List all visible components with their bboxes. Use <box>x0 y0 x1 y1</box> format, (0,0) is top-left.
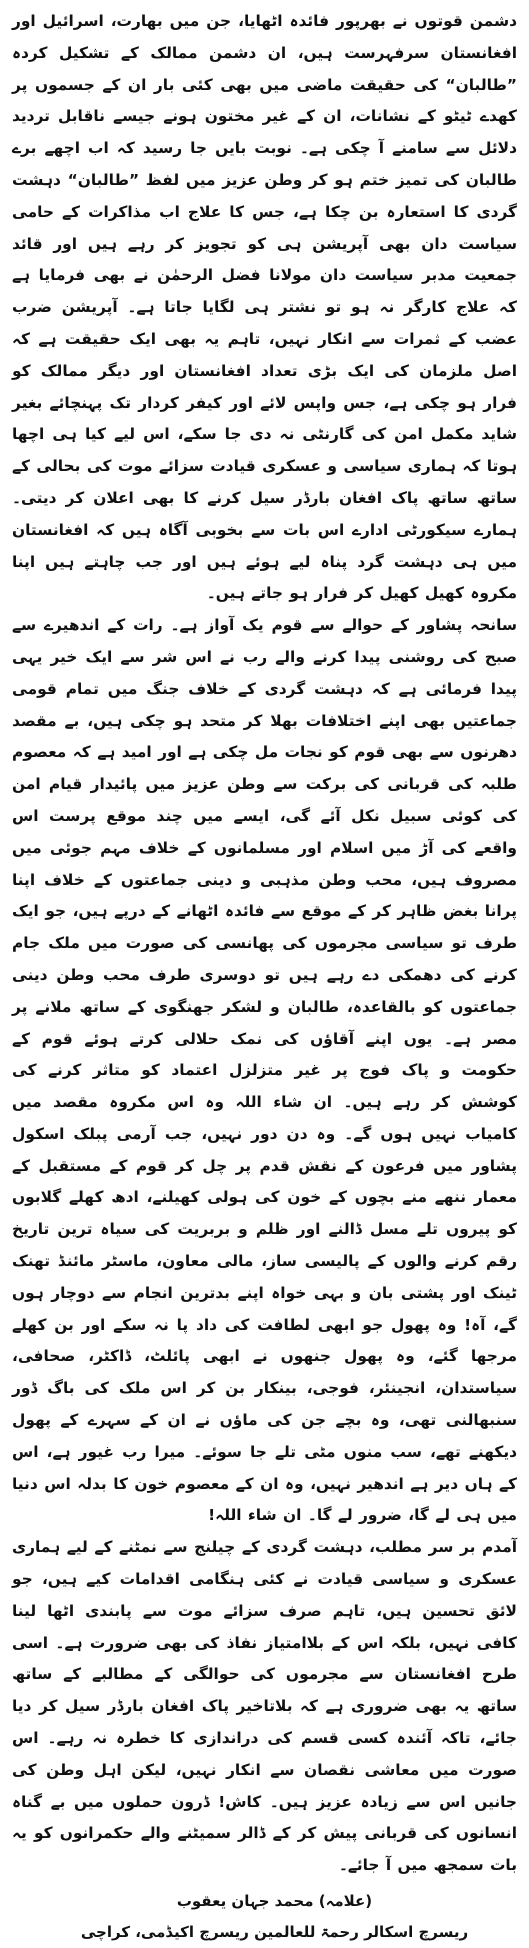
paragraph-2: سانحہ پشاور کے حوالے سے قوم یک آواز ہے۔ رات کے اندھیرے سے صبح کی روشنی پیدا کرنے والے رب نے اس شر سے ایک خیر یہی پیدا فرمائی ہے کہ دہشت گردی کے خلاف جنگ میں تمام قومی جماعتیں بھی اپنے اختلافات بھلا کر متحد ہو چکی ہیں، بے مقصد دھرنوں سے بھی قوم کو نجات مل چکی ہے اور امید ہے کہ معصوم طلبہ کی قربانی کی برکت سے وطن عزیز میں پائیدار قیام امن کی کوئی سبیل نکل آئے گی، ایسے میں چند موقع پرست اس واقعے کی آڑ میں اسلام اور مسلمانوں کے خلاف مہم جوئی میں مصروف ہیں، محب وطن مذہبی و دینی جماعتوں کے خلاف اپنا پرانا بغض ظاہر کر کے موقع سے فائدہ اٹھانے کے درپے ہیں، جو ایک طرف تو سیاسی مجرموں کی پھانسی کی صورت میں ملک جام کرنے کی دھمکی دے رہے ہیں تو دوسری طرف محب وطن دینی جماعتوں کو بالقاعدہ، طالبان و لشکر جھنگوی کے ساتھ ملانے پر مصر ہے۔ یوں اپنے آقاؤں کی نمک حلالی کرتے ہوئے قوم کے حکومت و پاک فوج پر غیر متزلزل اعتماد کو متاثر کرنے کی کوشش کر رہے ہیں۔ ان شاء اللہ وہ اس مکروہ مقصد میں کامیاب نہیں ہوں گے۔ وہ دن دور نہیں، جب آرمی پبلک اسکول پشاور میں فرعون کے نقش قدم پر چل کر قوم کے مستقبل کے معمار ننھے منے بچوں کے خون کی ہولی کھیلنے، ادھ کھلے گلابوں کو پیروں تلے مسل ڈالنے اور ظلم و بربریت کی سیاہ ترین تاریخ رقم کرنے والوں کے پالیسی ساز، مالی معاون، ماسٹر مائنڈ تھنک ٹینک اور پشتی بان و بہی خواہ اپنے بدترین انجام سے دوچار ہوں گے، آہ! وہ پھول جو ابھی لطافت کی داد پا نہ سکے اور بن کھلے مرجھا گئے، وہ پھول جنھوں نے ابھی پائلٹ، ڈاکٹر، صحافی، سیاستدان، انجینئر، فوجی، بینکار بن کر اس ملک کی باگ ڈور سنبھالنی تھی، وہ بچے جن کی ماؤں نے ان کے سہرے کے پھول دیکھنے تھے، سب منوں مٹی تلے جا سوئے۔ میرا رب غیور ہے، اس کے ہاں دیر ہے اندھیر نہیں، وہ ان کے معصوم خون کا بدلہ اس دنیا میں ہی لے گا، ضرور لے گا۔ ان شاء اللہ! <box>12 616 517 1525</box>
paragraph-1: دشمن قوتوں نے بھرپور فائدہ اٹھایا، جن میں بھارت، اسرائیل اور افغانستان سرفہرست ہیں، ان دشمن ممالک کے تشکیل کردہ ”طالبان“ کی حقیقت ماضی میں بھی کئی بار ان کے جسموں پر کھدے ٹیٹو کے نشانات، ان کے غیر مختون ہونے جیسے ناقابل تردید دلائل سے سامنے آ چکی ہے۔ نوبت بایں جا رسید کہ اب اچھے برے طالبان کی تمیز ختم ہو کر وطن عزیز میں لفظ ”طالبان“ دہشت گردی کا استعارہ بن چکا ہے، جس کا علاج اب مذاکرات کے حامی سیاست دان بھی آپریشن ہی کو تجویز کر رہے ہیں اور قائد جمعیت مدبر سیاست دان مولانا فضل الرحمٰن نے بھی فرمایا ہے کہ علاج کارگر نہ ہو تو نشتر ہی لگایا جاتا ہے۔ آپریشن ضرب عضب کے ثمرات سے انکار نہیں، تاہم یہ بھی ایک حقیقت ہے کہ اصل ملزمان کی ایک بڑی تعداد افغانستان اور دیگر ممالک کو فرار ہو چکی ہے، جس واپس لائے اور کیفر کردار تک پہنچائے بغیر شاید مکمل امن کی گارنٹی نہ دی جا سکے، اس لیے کیا ہی اچھا ہوتا کہ ہماری سیاسی و عسکری قیادت سزائے موت کی بحالی کے ساتھ ساتھ پاک افغان بارڈر سیل کرنے کا بھی اعلان کر دیتی۔ ہمارے سیکورٹی ادارے اس بات سے بخوبی آگاہ ہیں کہ افغانستان میں ہی دہشت گرد پناہ لیے ہوئے ہیں اور جب چاہتے ہیں اپنا مکروہ کھیل کھیل کر فرار ہو جاتے ہیں۔ <box>12 12 517 603</box>
author-title: ریسرچ اسکالر رحمۃ للعالمین ریسرچ اکیڈمی، کراچی <box>80 1923 469 1942</box>
author-signature <box>12 1886 517 1948</box>
author-name: (علامہ) محمد جہان یعقوب <box>176 1892 373 1911</box>
paragraph-3: آمدم بر سر مطلب، دہشت گردی کے چیلنج سے نمٹنے کے لیے ہماری عسکری و سیاسی قیادت نے کئی ہنگامی اقدامات کیے ہیں، جو لائق تحسین ہیں، تاہم صرف سزائے موت سے پابندی اٹھا لینا کافی نہیں، بلکہ اس کے بلاامتیاز نفاذ کی بھی ضرورت ہے۔ اسی طرح افغانستان سے مجرموں کی حوالگی کے مطالبے کے ساتھ ساتھ یہ بھی ضروری ہے کہ بلاتاخیر پاک افغان بارڈر سیل کر دیا جائے، تاکہ آئندہ کسی قسم کی دراندازی کا خطرہ نہ رہے۔ اس صورت میں معاشی نقصان سے انکار نہیں، لیکن اہل وطن کی جانیں اس سے زیادہ عزیز ہیں۔ کاش! ڈرون حملوں میں بے گناہ انسانوں کی قربانی پیش کر کے ڈالر سمیٹنے والے حکمرانوں کو یہ بات سمجھ میں آ جائے۔ <box>12 1538 517 1875</box>
